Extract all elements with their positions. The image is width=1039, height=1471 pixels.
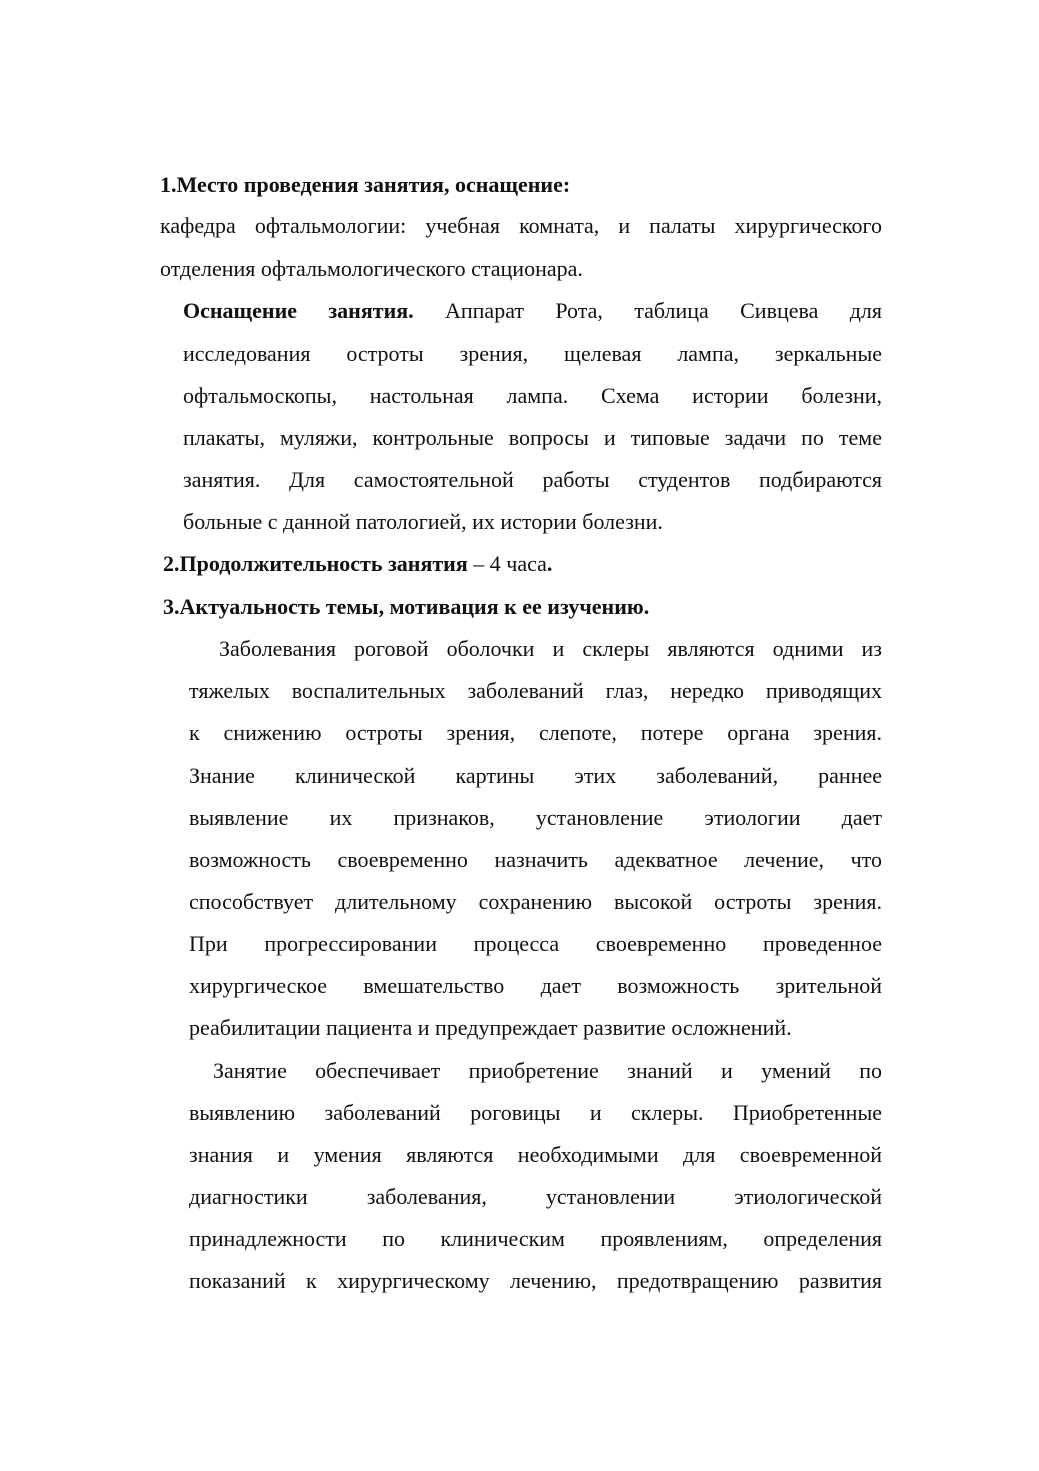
- motivation-line: диагностики заболевания, установлении этиологической: [189, 1184, 882, 1209]
- section-3-heading: 3.Актуальность темы, мотивация к ее изучению.: [163, 594, 650, 619]
- relevance-line: способствует длительному сохранению высокой остроты зрения.: [189, 889, 882, 914]
- equipment-line: плакаты, муляжи, контрольные вопросы и типовые задачи по теме: [183, 425, 882, 450]
- relevance-line: При прогрессировании процесса своевременно проведенное: [189, 931, 882, 956]
- section-2-heading: 2.Продолжительность занятия: [163, 551, 468, 576]
- relevance-line: выявление их признаков, установление этиологии дает: [189, 805, 882, 830]
- equipment-line: больные с данной патологией, их истории болезни.: [183, 509, 663, 534]
- section-2-line: [163, 549, 552, 579]
- equipment-line: исследования остроты зрения, щелевая лампа, зеркальные: [183, 341, 882, 366]
- equipment-line: занятия. Для самостоятельной работы студентов подбираются: [183, 467, 882, 492]
- section-1-heading: 1.Место проведения занятия, оснащение:: [160, 172, 571, 197]
- motivation-line: Занятие обеспечивает приобретение знаний и умений по: [213, 1058, 882, 1083]
- equipment-line-1-text: Аппарат Рота, таблица Сивцева для: [413, 298, 882, 323]
- motivation-line: принадлежности по клиническим проявлениям, определения: [189, 1226, 882, 1251]
- relevance-line: хирургическое вмешательство дает возможность зрительной: [189, 973, 882, 998]
- relevance-line: тяжелых воспалительных заболеваний глаз, нередко приводящих: [189, 678, 882, 703]
- relevance-line: возможность своевременно назначить адекватное лечение, что: [189, 847, 882, 872]
- relevance-line: Знание клинической картины этих заболеваний, раннее: [189, 763, 882, 788]
- motivation-line: показаний к хирургическому лечению, предотвращению развития: [189, 1268, 882, 1293]
- relevance-line: Заболевания роговой оболочки и склеры являются одними из: [219, 636, 882, 661]
- equipment-line: офтальмоскопы, настольная лампа. Схема истории болезни,: [183, 383, 882, 408]
- duration-value: – 4 часа: [467, 551, 547, 576]
- relevance-line: реабилитации пациента и предупреждает развитие осложнений.: [189, 1015, 792, 1040]
- motivation-line: выявлению заболеваний роговицы и склеры. Приобретенные: [189, 1100, 882, 1125]
- duration-end: .: [546, 551, 553, 576]
- equipment-line-1: [183, 296, 882, 326]
- equipment-label: Оснащение занятия.: [183, 298, 414, 323]
- place-line-2: отделения офтальмологического стационара.: [160, 256, 583, 281]
- relevance-line: к снижению остроты зрения, слепоте, потере органа зрения.: [189, 720, 882, 745]
- place-line-1: кафедра офтальмологии: учебная комната, и палаты хирургического: [160, 213, 882, 238]
- motivation-line: знания и умения являются необходимыми для своевременной: [189, 1142, 882, 1167]
